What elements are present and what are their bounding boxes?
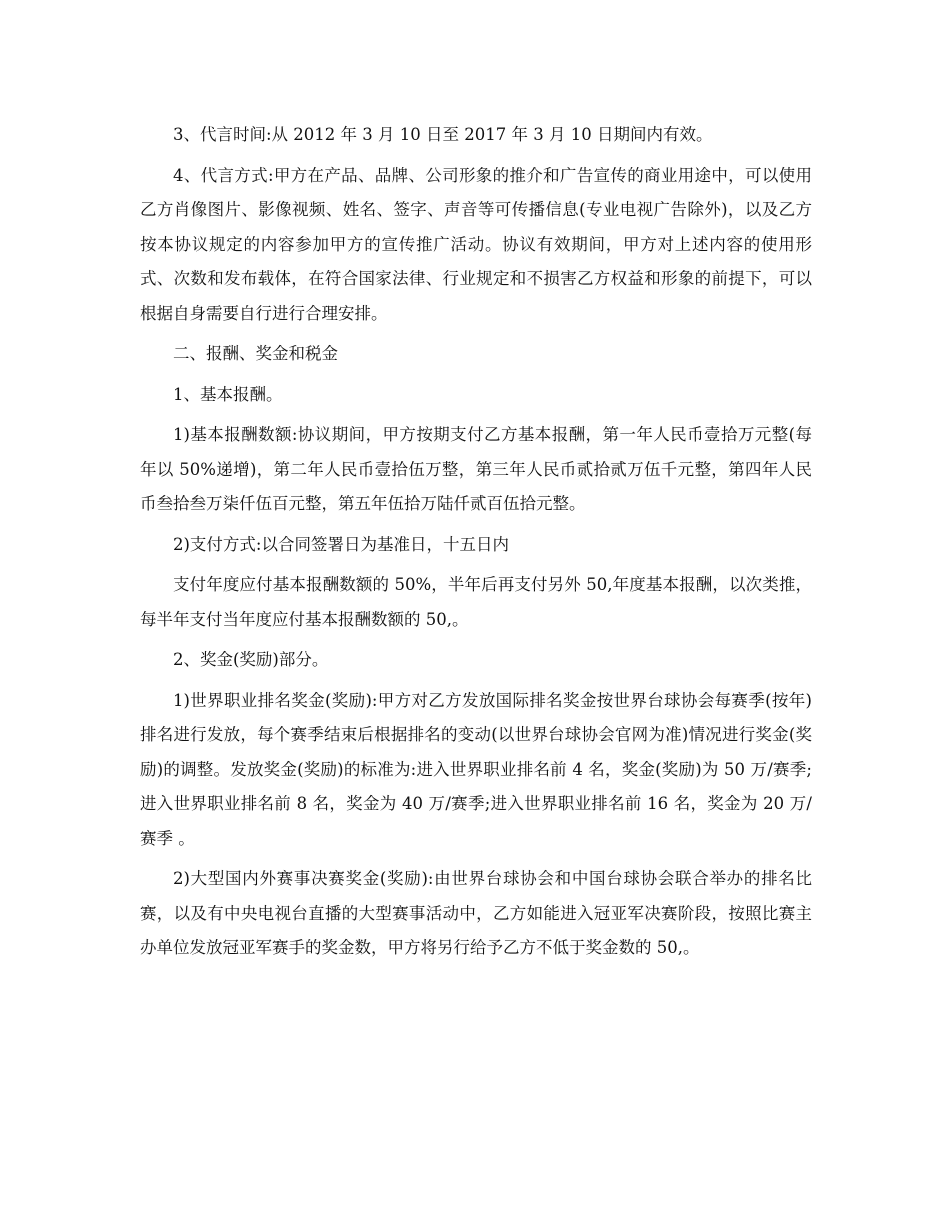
clause-basic-amount: 1)基本报酬数额:协议期间，甲方按期支付乙方基本报酬，第一年人民币壹拾万元整(每年以 50%递增)，第二年人民币壹拾伍万整，第三年人民币贰拾贰万伍千元整，第四年人民币叁拾叁万柒仟伍百元整，第五年伍拾万陆仟贰百伍拾元整。 [140, 425, 812, 513]
clause-endorsement-period: 3、代言时间:从 2012 年 3 月 10 日至 2017 年 3 月 10 日期间内有效。 [173, 125, 713, 144]
clause-ranking-bonus: 1)世界职业排名奖金(奖励):甲方对乙方发放国际排名奖金按世界台球协会每赛季(按年)排名进行发放，每个赛季结束后根据排名的变动(以世界台球协会官网为准)情况进行奖金(奖励)的调整。发放奖金(奖励)的标准为:进入世界职业排名前 4 名，奖金(奖励)为 50 万/赛季;进入世界职业排名前 8 名，奖金为 40 万/赛季;进入世界职业排名前 16 名，奖金为 20 万/赛季 。 [140, 690, 812, 848]
clause-payment-method: 2)支付方式:以合同签署日为基准日，十五日内 [173, 534, 509, 554]
clause-endorsement-method: 4、代言方式:甲方在产品、品牌、公司形象的推介和广告宣传的商业用途中，可以使用乙方肖像图片、影像视频、姓名、签字、声音等可传播信息(专业电视广告除外)，以及乙方按本协议规定的内容参加甲方的宣传推广活动。协议有效期间，甲方对上述内容的使用形式、次数和发布载体，在符合国家法律、行业规定和不损害乙方权益和形象的前提下，可以根据自身需要自行进行合理安排。 [140, 165, 812, 323]
clause-final-bonus: 2)大型国内外赛事决赛奖金(奖励):由世界台球协会和中国台球协会联合举办的排名比赛，以及有中央电视台直播的大型赛事活动中，乙方如能进入冠亚军决赛阶段，按照比赛主办单位发放冠亚军赛手的奖金数，甲方将另行给予乙方不低于奖金数的 50,。 [140, 869, 812, 957]
clause-payment-schedule: 支付年度应付基本报酬数额的 50%，半年后再支付另外 50,年度基本报酬，以次类推，每半年支付当年度应付基本报酬数额的 50,。 [140, 575, 812, 629]
section-heading-compensation: 二、报酬、奖金和税金 [173, 344, 338, 363]
subheading-bonus: 2、奖金(奖励)部分。 [173, 650, 329, 669]
document-page [140, 118, 812, 972]
subheading-basic-compensation: 1、基本报酬。 [173, 384, 283, 404]
